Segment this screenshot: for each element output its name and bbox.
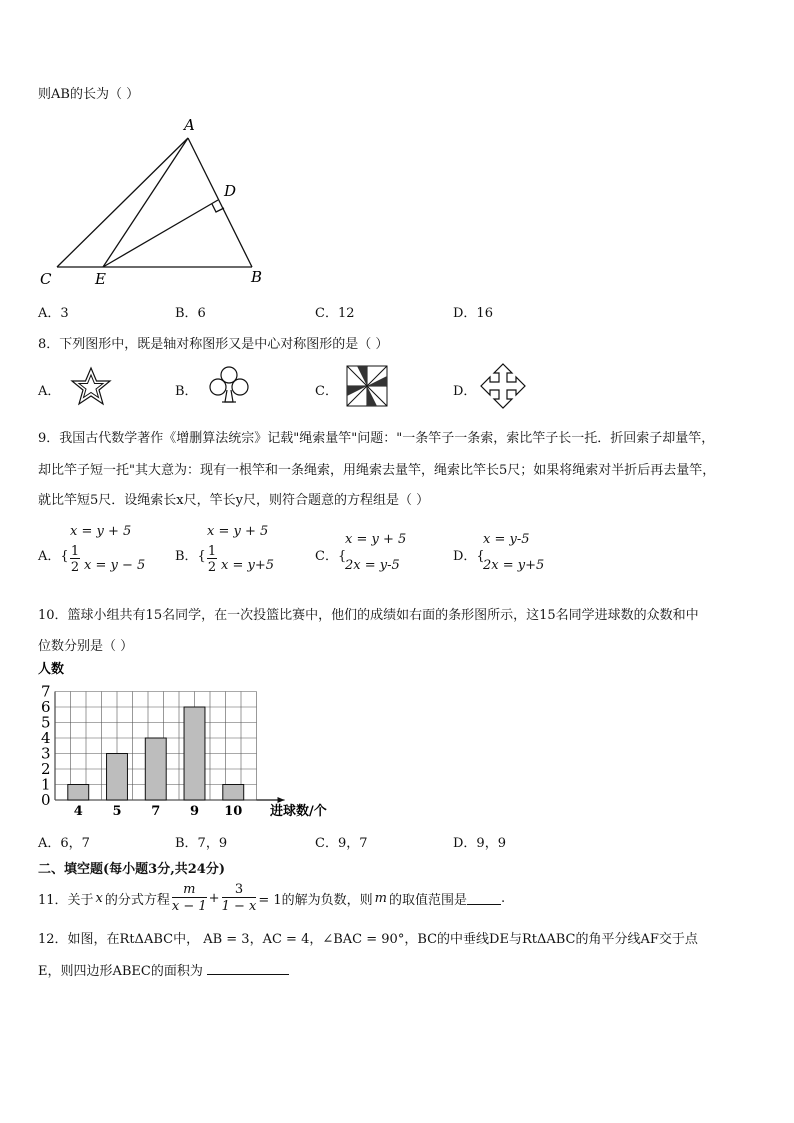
q11-plus: + (208, 890, 220, 906)
x-tick-label: 7 (151, 804, 161, 819)
q8-option-a[interactable]: A． (38, 384, 61, 399)
q11-prefix: 11．关于 (38, 892, 94, 908)
chart-ylabel: 人数 (38, 662, 65, 677)
q9-b-eq2: x = y+5 (221, 558, 274, 573)
section-2-heading: 二、填空题(每小题3分,共24分) (38, 862, 225, 877)
y-tick-label: 2 (41, 760, 51, 778)
q9-option-a[interactable] (38, 524, 168, 584)
q9-option-b[interactable] (175, 524, 305, 584)
q11-mid: 的分式方程 (104, 892, 170, 908)
q12-line-2: E，则四边形ABEC的面积为 (38, 960, 289, 979)
q9-b-label: B．{ (175, 549, 206, 564)
q9-a-eq1: x = y + 5 (70, 524, 132, 539)
y-tick-label: 6 (41, 698, 51, 716)
q9-b-frac: 1 2 (207, 544, 217, 575)
bar-7 (145, 738, 166, 800)
four-arrows-icon (479, 362, 527, 410)
label-c: C (40, 270, 52, 288)
q9-d-eq1: x = y-5 (483, 532, 530, 547)
y-tick-label: 3 (41, 744, 51, 763)
q11-m: m (374, 890, 387, 906)
segment-ed (103, 200, 218, 267)
q9-line-3: 就比竿短5尺．设绳索长x尺，竿长y尺，则符合题意的方程组是（ ） (38, 493, 430, 508)
q7-option-d[interactable]: D．16 (453, 306, 493, 321)
q10-option-a[interactable]: A．6，7 (38, 836, 90, 851)
x-tick-label: 5 (112, 804, 122, 819)
segment-ae (103, 138, 188, 267)
bar-9 (184, 707, 205, 800)
y-tick-label: 4 (41, 729, 51, 747)
star-icon (67, 366, 115, 406)
q11-answer-blank[interactable] (467, 892, 501, 905)
q10-line-1: 10．篮球小组共有15名同学，在一次投篮比赛中，他们的成绩如右面的条形图所示，这15名同学进球数的众数和中 (38, 608, 699, 623)
q10-option-b[interactable]: B．7，9 (175, 836, 228, 851)
label-a: A (184, 116, 195, 134)
q8-stem: 8．下列图形中，既是轴对称图形又是中心对称图形的是（ ） (38, 337, 389, 352)
q10-option-d[interactable]: D．9，9 (453, 836, 506, 851)
q11-line (38, 878, 505, 918)
chart-yticks (41, 683, 51, 810)
q9-c-eq2: 2x = y-5 (345, 558, 400, 573)
y-tick-label: 1 (41, 775, 51, 794)
q11-frac-1: $\frac{m}{x - 1}$ (171, 882, 207, 914)
q9-a-label: A．{ (38, 549, 69, 564)
bar-4 (68, 785, 89, 801)
segment-ab (188, 138, 252, 267)
club-icon (205, 364, 253, 408)
q9-line-2: 却比竿子短一托"其大意为：现有一根竿和一条绳索，用绳索去量竿，绳索比竿长5尺；如果将绳索对半折后再去量竿， (38, 463, 716, 478)
q11-suffix: 的取值范围是 (388, 892, 467, 908)
bar-chart (30, 660, 370, 820)
q9-option-c[interactable] (315, 532, 445, 582)
label-e: E (95, 270, 106, 288)
q8-option-d[interactable]: D． (453, 384, 477, 399)
y-tick-label: 0 (41, 791, 51, 809)
q7-option-a[interactable]: A．3 (38, 306, 69, 321)
q7-question-tail: 则AB的长为（ ） (38, 87, 140, 102)
q9-line-1: 9．我国古代数学著作《增删算法统宗》记载"绳索量竿"问题："一条竿子一条索，索比竿子长一托．折回索子却量竿， (38, 431, 715, 446)
triangle-figure (0, 110, 794, 410)
q10-option-c[interactable]: C．9，7 (315, 836, 368, 851)
q7-option-c[interactable]: C．12 (315, 306, 355, 321)
q8-option-c[interactable]: C． (315, 384, 338, 399)
q11-eq: = 1的解为负数，则 (258, 892, 373, 908)
bar-5 (107, 754, 128, 801)
q8-option-b[interactable]: B． (175, 384, 198, 399)
label-d: D (224, 182, 237, 200)
q12-line-1: 12．如图，在RtΔABC中， AB = 3，AC = 4，∠BAC = 90°，BC的中垂线DE与RtΔABC的角平分线AF交于点 (38, 932, 698, 947)
x-tick-label: 9 (189, 804, 200, 819)
y-tick-label: 5 (41, 713, 51, 732)
q11-end: . (500, 890, 506, 906)
label-b: B (251, 268, 263, 286)
q9-d-eq2: 2x = y+5 (483, 558, 545, 573)
q11-frac-2: $\frac{3}{1 - x}$ (221, 882, 257, 914)
y-tick-label: 7 (41, 682, 51, 701)
x-axis-arrowhead (278, 797, 285, 803)
bar-10 (223, 785, 244, 801)
q9-c-label: C．{ (315, 549, 347, 564)
q9-a-frac: 1 2 (70, 544, 80, 575)
q10-line-2: 位数分别是（ ） (38, 639, 134, 654)
chart-grid (55, 692, 285, 804)
x-tick-label: 10 (224, 804, 243, 819)
q11-var: x (95, 890, 103, 906)
q9-option-d[interactable] (453, 532, 583, 582)
q9-a-eq2: x = y − 5 (84, 558, 146, 573)
x-tick-label: 4 (73, 804, 83, 819)
q9-c-eq1: x = y + 5 (345, 532, 407, 547)
chart-xlabel: 进球数/个 (270, 804, 327, 819)
q9-d-label: D．{ (453, 549, 485, 564)
pinwheel-icon (345, 364, 389, 408)
chart-xticks (74, 804, 243, 819)
q12-answer-blank[interactable] (207, 962, 289, 975)
q9-b-eq1: x = y + 5 (207, 524, 269, 539)
segment-ca (57, 138, 188, 267)
q7-option-b[interactable]: B．6 (175, 306, 206, 321)
